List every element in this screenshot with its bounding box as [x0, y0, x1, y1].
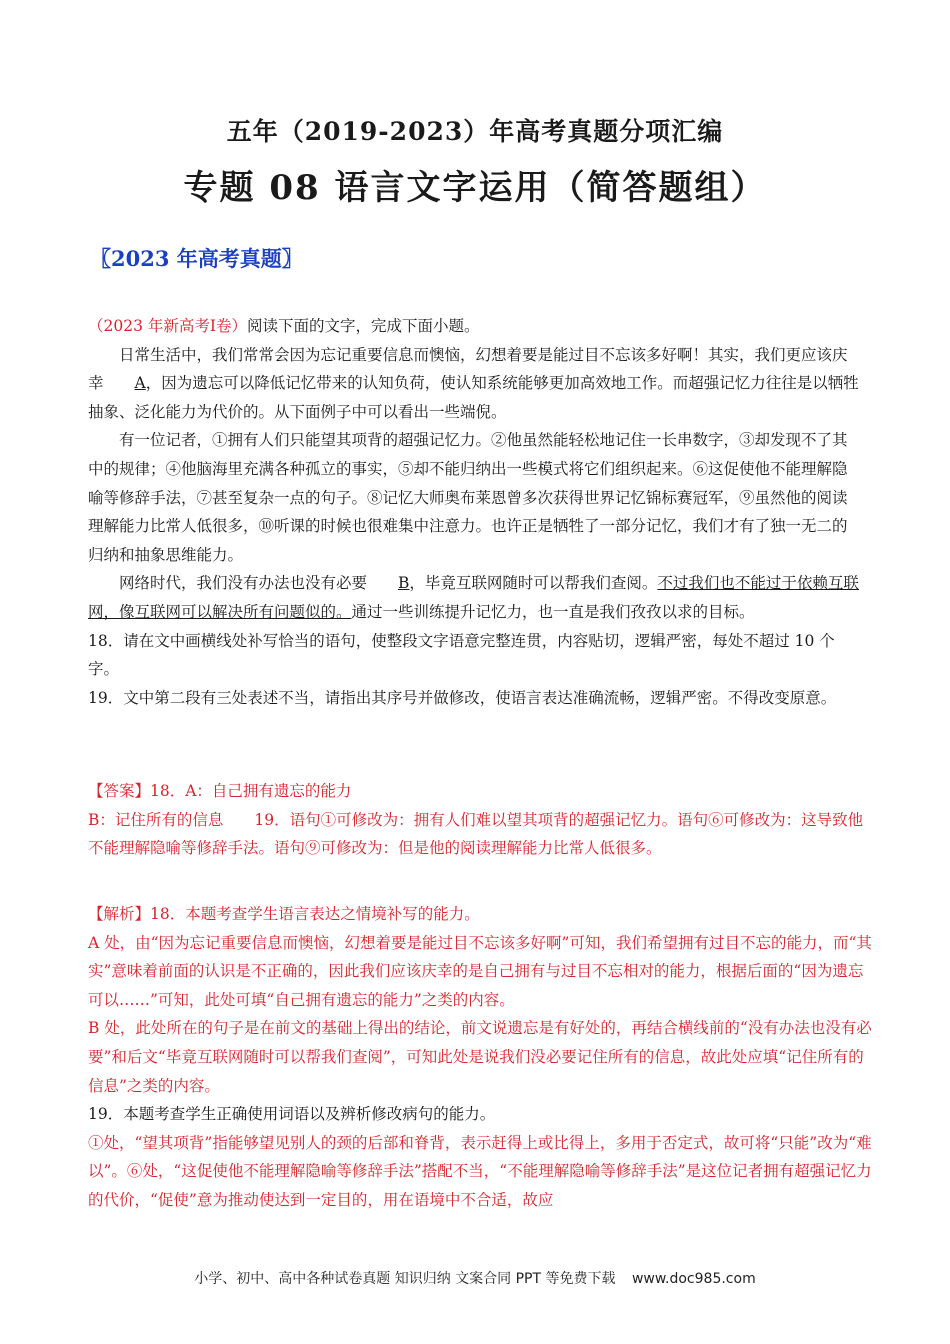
passage-paragraph-3	[88, 569, 860, 626]
analysis-text: 18．本题考查学生语言表达之情境补写的能力。	[150, 905, 480, 923]
footer-site-link[interactable]: www.doc985.com	[631, 1271, 756, 1287]
analysis-q19-detail: ①处，“望其项背”指能够望见别人的颈的后部和脊背，表示赶得上或比得上，多用于否定式，故可将“只能”改为“难以”。⑥处，“这促使他不能理解隐喻等修辞手法”搭配不当，“不能理解隐喻等修辞手法”是这位记者拥有超强记忆力的代价，“促使”意为推动使达到一定目的，用在语境中不合适，故应	[88, 1133, 872, 1209]
answer-text: 18．A：自己拥有遗忘的能力	[150, 782, 352, 800]
analysis-q19-line: 19．本题考查学生正确使用词语以及辨析修改病句的能力。	[88, 1105, 496, 1124]
passage-text: ，因为遗忘可以降低记忆带来的认知负荷，使认知系统能够更加高效地工作。而超强记忆力往往是以牺牲抽象、泛化能力为代价的。从下面例子中可以看出一些端倪。	[88, 374, 859, 421]
passage-paragraph-1	[88, 341, 860, 427]
analysis-b-part: B 处，此处所在的句子是在前文的基础上得出的结论，前文说遗忘是有好处的，再结合横线前的“没有办法也没有必要”和后文“毕竟互联网随时可以帮我们查阅”，可知此处是说我们没必要记住所有的信息，故此处应填“记住所有的信息”之类的内容。	[88, 1019, 872, 1095]
passage-text: 日常生活中，我们常常会因为忘记重要信息而懊恼，幻想着要是能过目不忘该多好啊！其实，我们更应该庆幸	[88, 345, 848, 393]
analysis-block	[88, 900, 878, 1215]
blank-b: B	[398, 574, 410, 593]
question-instruction: 阅读下面的文字，完成下面小题。	[247, 317, 480, 335]
document-subtitle: 专题 08 语言文字运用（简答题组）	[183, 168, 767, 208]
answer-label: 【答案】	[88, 782, 151, 800]
answer-line-2: B：记住所有的信息 19．语句①可修改为：拥有人们难以望其项背的超强记忆力。语句⑥可修改为：这导致他不能理解隐喻等修辞手法。语句⑨可修改为：但是他的阅读理解能力比常人低很多。	[88, 810, 864, 858]
passage-text: ，毕竟互联网随时可以帮我们查阅。	[409, 574, 658, 593]
page-footer	[0, 1268, 950, 1288]
document-title: 五年（2019-2023）年高考真题分项汇编	[226, 117, 724, 146]
passage-paragraph-2: 有一位记者，①拥有人们只能望其项背的超强记忆力。②他虽然能轻松地记住一长串数字，③却发现不了其中的规律；④他脑海里充满各种孤立的事实，⑤却不能归纳出一些模式将它们组织起来。⑥这促使他不能理解隐喻等修辞手法，⑦甚至复杂一点的句子。⑧记忆大师奥布莱恩曾多次获得世界记忆锦标赛冠军，⑨虽然他的阅读理解能力比常人低很多，⑩听课的时候也很难集中注意力。也许正是牺牲了一部分记忆，我们才有了独一无二的归纳和抽象思维能力。	[88, 431, 848, 564]
analysis-line-1	[88, 900, 878, 929]
question-18: 18．请在文中画横线处补写恰当的语句，使整段文字语意完整连贯，内容贴切，逻辑严密，每处不超过 10 个字。	[88, 631, 835, 679]
passage-text: 通过一些训练提升记忆力，也一直是我们孜孜以求的目标。	[351, 602, 755, 621]
passage-text: 网络时代，我们没有办法也没有必要	[119, 574, 368, 593]
analysis-a-part: A 处，由“因为忘记重要信息而懊恼，幻想着要是能过目不忘该多好啊”可知，我们希望拥有过目不忘的能力，而“其实”意味着前面的认识是不正确的，因此我们应该庆幸的是自己拥有与过目不忘相对的能力，根据后面的“因为遗忘可以……”可知，此处可填“自己拥有遗忘的能力”之类的内容。	[88, 933, 872, 1009]
section-heading: 〖2023 年高考真题〗	[90, 246, 303, 271]
question-19: 19．文中第二段有三处表述不当，请指出其序号并做修改，使语言表达准确流畅，逻辑严密。不得改变原意。	[88, 688, 837, 707]
answer-line-1	[88, 777, 878, 806]
question-intro	[88, 312, 860, 341]
question-source: （2023 年新高考Ⅰ卷）	[88, 317, 247, 335]
answer-block	[88, 777, 878, 863]
underlined-sentence: 不过我们也不能过于依赖互联网，像互联网可以解决所有问题似的。	[88, 574, 859, 621]
question-block	[88, 312, 860, 712]
footer-text: 小学、初中、高中各种试卷真题 知识归纳 文案合同 PPT 等免费下载	[194, 1271, 616, 1287]
analysis-label: 【解析】	[88, 905, 151, 923]
blank-a: A	[134, 374, 146, 393]
